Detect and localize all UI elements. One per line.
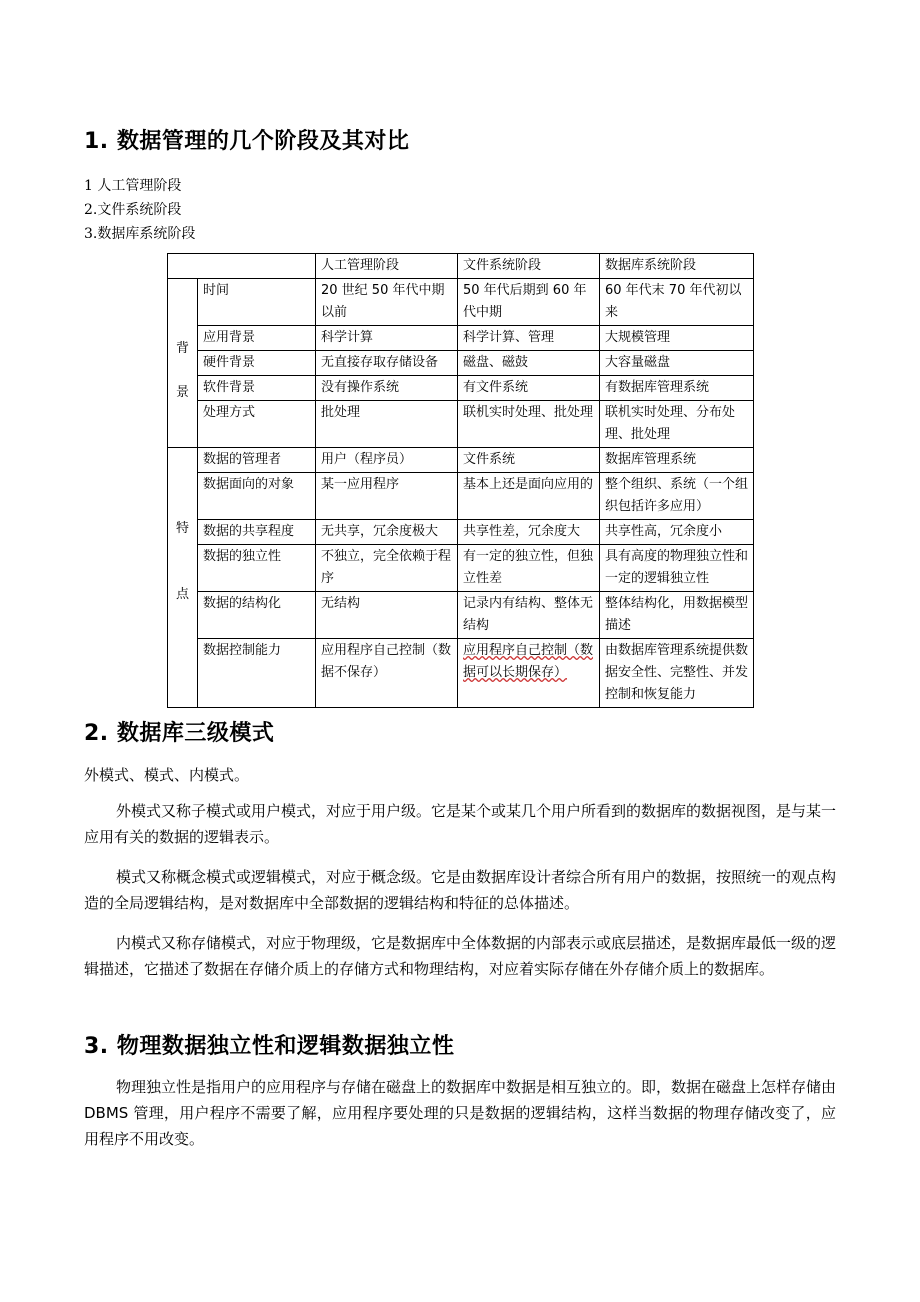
row-label: 硬件背景 bbox=[198, 351, 316, 376]
table-cell: 无直接存取存储设备 bbox=[316, 351, 458, 376]
section-2-intro: 外模式、模式、内模式。 bbox=[84, 766, 250, 784]
table-cell: 有一定的独立性，但独立性差 bbox=[458, 545, 600, 592]
row-label: 数据的独立性 bbox=[198, 545, 316, 592]
table-cell: 大容量磁盘 bbox=[600, 351, 754, 376]
table-row bbox=[168, 448, 754, 473]
table-row bbox=[168, 351, 754, 376]
header-cell: 文件系统阶段 bbox=[458, 254, 600, 279]
table-row bbox=[168, 639, 754, 708]
row-label: 应用背景 bbox=[198, 326, 316, 351]
section-3-paragraph: 物理独立性是指用户的应用程序与存储在磁盘上的数据库中数据是相互独立的。即，数据在磁盘上怎样存储由 DBMS 管理，用户程序不需要了解，应用程序要处理的只是数据的逻辑结构，这样当数据的物理存储改变了，应用程序不用改变。 bbox=[84, 1078, 837, 1148]
table-row bbox=[168, 326, 754, 351]
table-header-row bbox=[168, 254, 754, 279]
table-cell: 不独立，完全依赖于程序 bbox=[316, 545, 458, 592]
table-cell: 无结构 bbox=[316, 592, 458, 639]
table-cell: 共享性高，冗余度小 bbox=[600, 520, 754, 545]
row-label: 时间 bbox=[198, 279, 316, 326]
table-cell: 磁盘、磁鼓 bbox=[458, 351, 600, 376]
table-cell: 数据库管理系统 bbox=[600, 448, 754, 473]
section-3-heading: 3. 物理数据独立性和逻辑数据独立性 bbox=[84, 1034, 455, 1059]
row-label: 处理方式 bbox=[198, 401, 316, 448]
table-row bbox=[168, 376, 754, 401]
table-row bbox=[168, 279, 754, 326]
table-cell: 某一应用程序 bbox=[316, 473, 458, 520]
row-label: 数据的结构化 bbox=[198, 592, 316, 639]
list-item: 3.数据库系统阶段 bbox=[84, 226, 196, 242]
table-cell: 批处理 bbox=[316, 401, 458, 448]
section-2-paragraph: 内模式又称存储模式，对应于物理级，它是数据库中全体数据的内部表示或底层描述，是数据库最低一级的逻辑描述，它描述了数据在存储介质上的存储方式和物理结构，对应着实际存储在外存储介质上的数据库。 bbox=[84, 934, 837, 978]
row-label: 数据面向的对象 bbox=[198, 473, 316, 520]
group-label-features: 特点 bbox=[168, 448, 198, 708]
comparison-table bbox=[167, 253, 754, 708]
section-2-paragraph: 外模式又称子模式或用户模式，对应于用户级。它是某个或某几个用户所看到的数据库的数据视图，是与某一应用有关的数据的逻辑表示。 bbox=[84, 802, 837, 846]
table-cell: 基本上还是面向应用的 bbox=[458, 473, 600, 520]
table-row bbox=[168, 401, 754, 448]
table-cell: 60 年代末 70 年代初以来 bbox=[600, 279, 754, 326]
table-cell: 科学计算 bbox=[316, 326, 458, 351]
table-cell: 整个组织、系统（一个组织包括许多应用） bbox=[600, 473, 754, 520]
table-row bbox=[168, 592, 754, 639]
table-cell: 联机实时处理、批处理 bbox=[458, 401, 600, 448]
table-cell: 联机实时处理、分布处理、批处理 bbox=[600, 401, 754, 448]
list-item: 1 人工管理阶段 bbox=[84, 178, 182, 194]
table-cell: 有文件系统 bbox=[458, 376, 600, 401]
table-cell: 应用程序自己控制（数据可以长期保存） bbox=[458, 639, 600, 708]
header-cell: 人工管理阶段 bbox=[316, 254, 458, 279]
table-row bbox=[168, 520, 754, 545]
table-cell: 大规模管理 bbox=[600, 326, 754, 351]
table-cell: 应用程序自己控制（数据不保存） bbox=[316, 639, 458, 708]
table-cell: 科学计算、管理 bbox=[458, 326, 600, 351]
table-row bbox=[168, 473, 754, 520]
row-label: 数据的管理者 bbox=[198, 448, 316, 473]
row-label: 数据的共享程度 bbox=[198, 520, 316, 545]
group-label-background: 背景 bbox=[168, 279, 198, 448]
section-2-paragraph: 模式又称概念模式或逻辑模式，对应于概念级。它是由数据库设计者综合所有用户的数据，按照统一的观点构造的全局逻辑结构，是对数据库中全部数据的逻辑结构和特征的总体描述。 bbox=[84, 868, 837, 912]
table-cell: 由数据库管理系统提供数据安全性、完整性、并发控制和恢复能力 bbox=[600, 639, 754, 708]
table-cell: 50 年代后期到 60 年代中期 bbox=[458, 279, 600, 326]
table-cell: 有数据库管理系统 bbox=[600, 376, 754, 401]
table-cell: 记录内有结构、整体无结构 bbox=[458, 592, 600, 639]
table-cell: 共享性差，冗余度大 bbox=[458, 520, 600, 545]
table-cell: 用户（程序员） bbox=[316, 448, 458, 473]
section-2-heading: 2. 数据库三级模式 bbox=[84, 721, 275, 746]
table-corner-cell bbox=[168, 254, 316, 279]
row-label: 数据控制能力 bbox=[198, 639, 316, 708]
stages-list bbox=[84, 174, 195, 246]
row-label: 软件背景 bbox=[198, 376, 316, 401]
table-cell: 20 世纪 50 年代中期以前 bbox=[316, 279, 458, 326]
list-item: 2.文件系统阶段 bbox=[84, 202, 182, 218]
table-cell: 没有操作系统 bbox=[316, 376, 458, 401]
header-cell: 数据库系统阶段 bbox=[600, 254, 754, 279]
table-cell: 具有高度的物理独立性和一定的逻辑独立性 bbox=[600, 545, 754, 592]
table-cell: 整体结构化，用数据模型描述 bbox=[600, 592, 754, 639]
table-row bbox=[168, 545, 754, 592]
table-cell: 无共享，冗余度极大 bbox=[316, 520, 458, 545]
table-cell: 文件系统 bbox=[458, 448, 600, 473]
section-1-heading: 1. 数据管理的几个阶段及其对比 bbox=[84, 129, 410, 154]
